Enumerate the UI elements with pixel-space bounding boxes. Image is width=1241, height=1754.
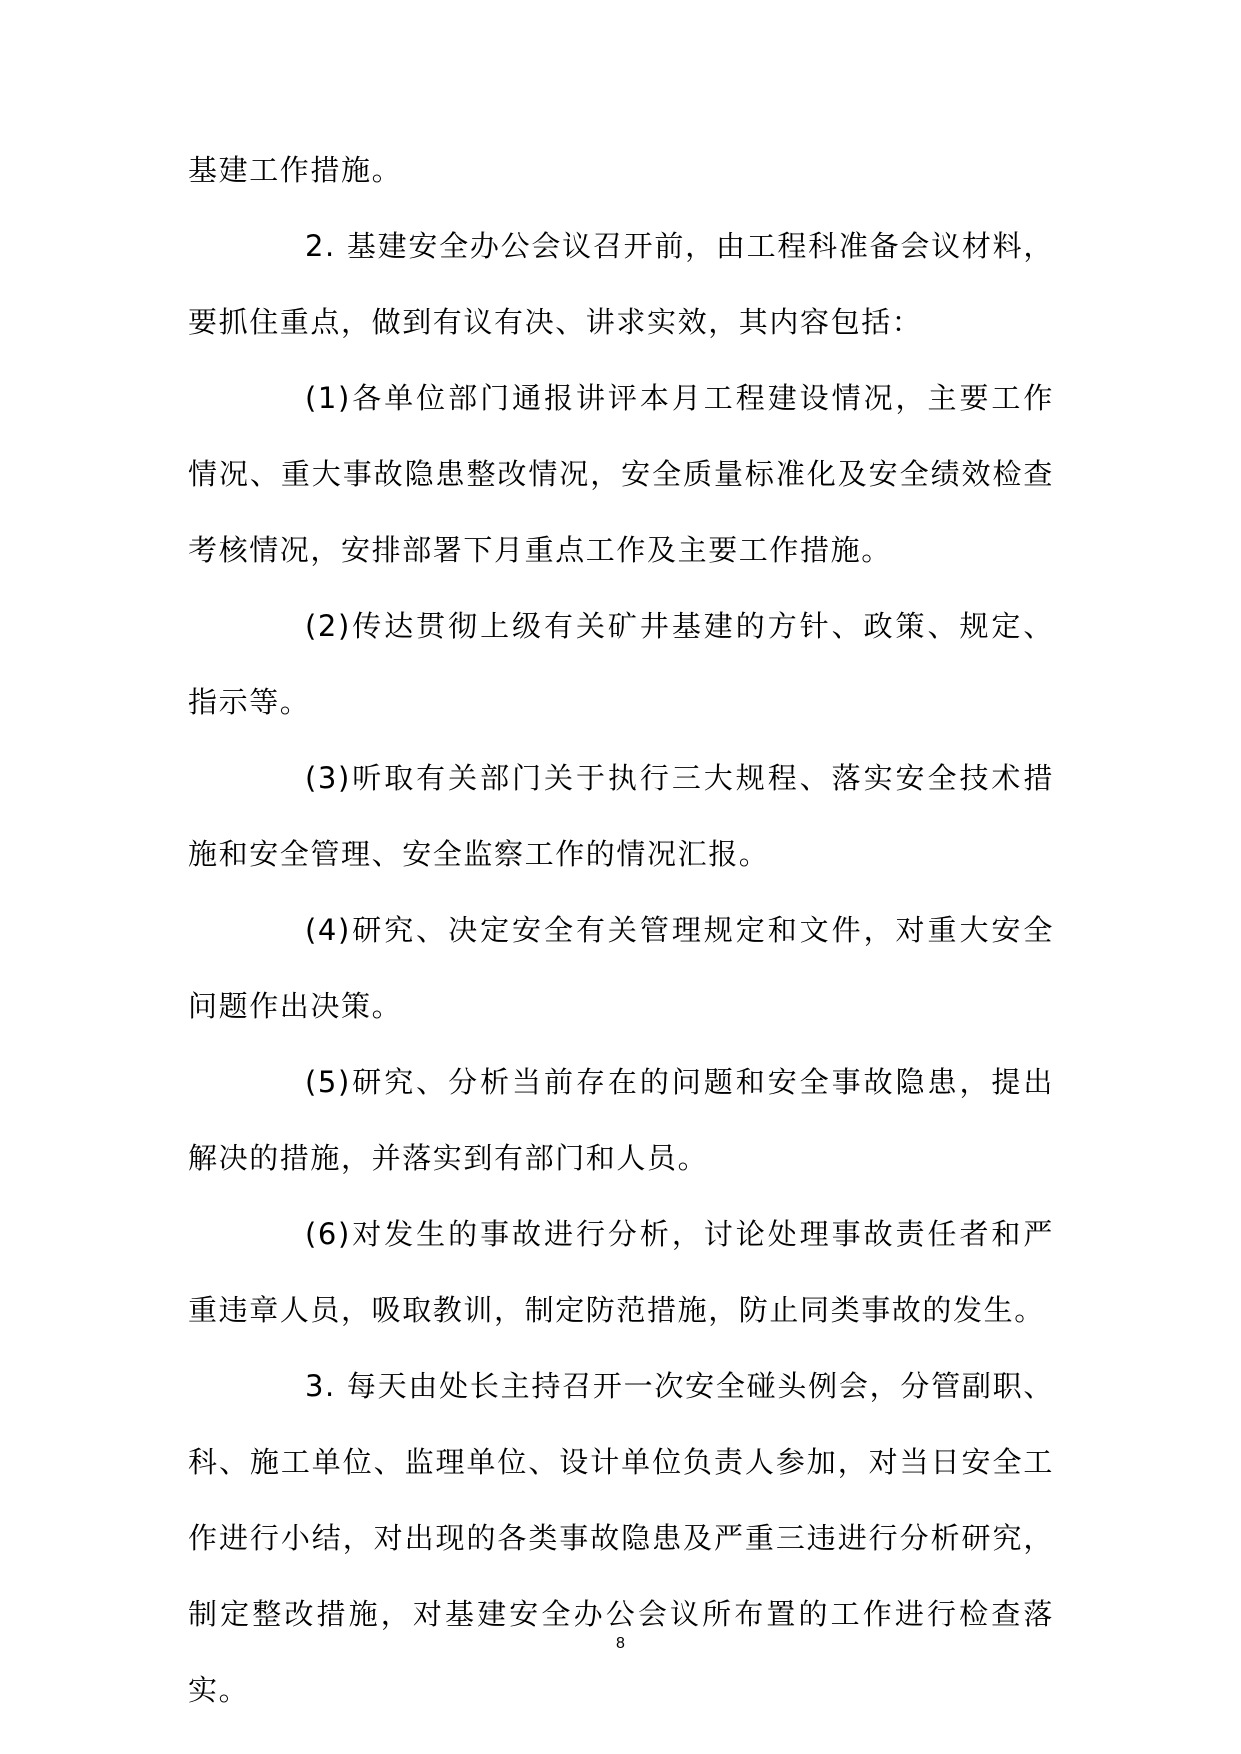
page-number: 8 [616, 1635, 625, 1652]
paragraph-item-2: 2. 基建安全办公会议召开前，由工程科准备会议材料，要抓住重点，做到有议有决、讲求实效，其内容包括： [188, 229, 1054, 339]
paragraph-subitem-5: (5)研究、分析当前存在的问题和安全事故隐患，提出解决的措施，并落实到有部门和人员。 [188, 1065, 1054, 1175]
paragraph-subitem-4: (4)研究、决定安全有关管理规定和文件，对重大安全问题作出决策。 [188, 913, 1054, 1023]
paragraph-continuation: 基建工作措施。 [188, 153, 403, 187]
paragraph-subitem-2: (2)传达贯彻上级有关矿井基建的方针、政策、规定、指示等。 [188, 609, 1054, 719]
paragraph-subitem-3: (3)听取有关部门关于执行三大规程、落实安全技术措施和安全管理、安全监察工作的情况汇报。 [188, 761, 1054, 871]
paragraph-item-3: 3. 每天由处长主持召开一次安全碰头例会，分管副职、科、施工单位、监理单位、设计单位负责人参加，对当日安全工作进行小结，对出现的各类事故隐患及严重三违进行分析研究，制定整改措施，对基建安全办公会议所布置的工作进行检查落实。 [188, 1369, 1054, 1707]
body-text [188, 132, 1054, 1728]
paragraph-subitem-1: (1)各单位部门通报讲评本月工程建设情况，主要工作情况、重大事故隐患整改情况，安全质量标准化及安全绩效检查考核情况，安排部署下月重点工作及主要工作措施。 [188, 381, 1054, 567]
paragraph-subitem-6: (6)对发生的事故进行分析，讨论处理事故责任者和严重违章人员，吸取教训，制定防范措施，防止同类事故的发生。 [188, 1217, 1054, 1327]
